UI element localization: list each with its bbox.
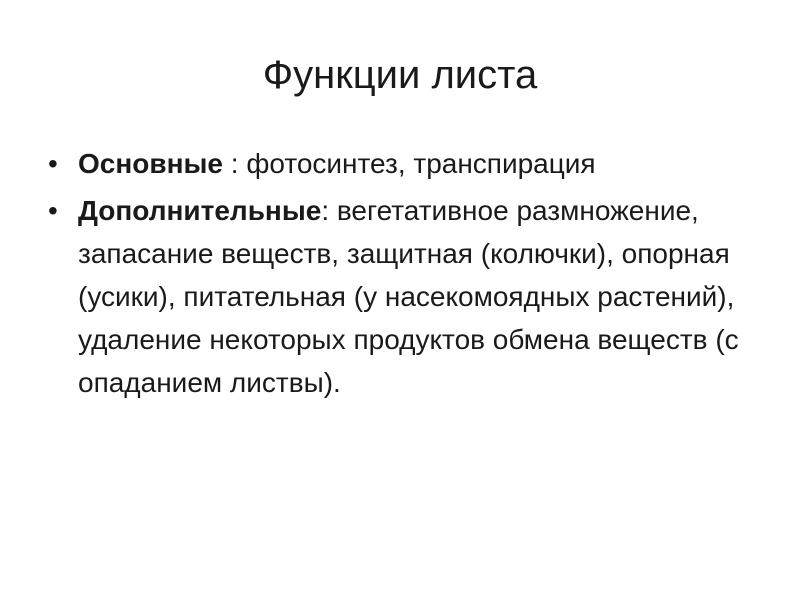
bullet-marker: •	[48, 195, 58, 226]
slide-title: Функции листа	[262, 53, 538, 97]
bullet-marker: •	[48, 148, 58, 179]
bullet-item-additional-functions	[48, 189, 768, 404]
bullet-term: Дополнительные	[78, 195, 322, 226]
bullet-list	[48, 142, 768, 408]
bullet-item-main-functions	[48, 142, 768, 185]
bullet-separator: :	[222, 148, 247, 179]
bullet-separator: :	[321, 195, 337, 226]
bullet-text: вегетативное размножение, запасание веществ, защитная (колючки), опорная (усики), питательная (у насекомоядных растений), удаление некоторых продуктов обмена веществ (с опаданием листвы).	[78, 195, 739, 398]
bullet-text: фотосинтез, транспирация	[246, 148, 596, 179]
bullet-term: Основные	[78, 148, 223, 179]
